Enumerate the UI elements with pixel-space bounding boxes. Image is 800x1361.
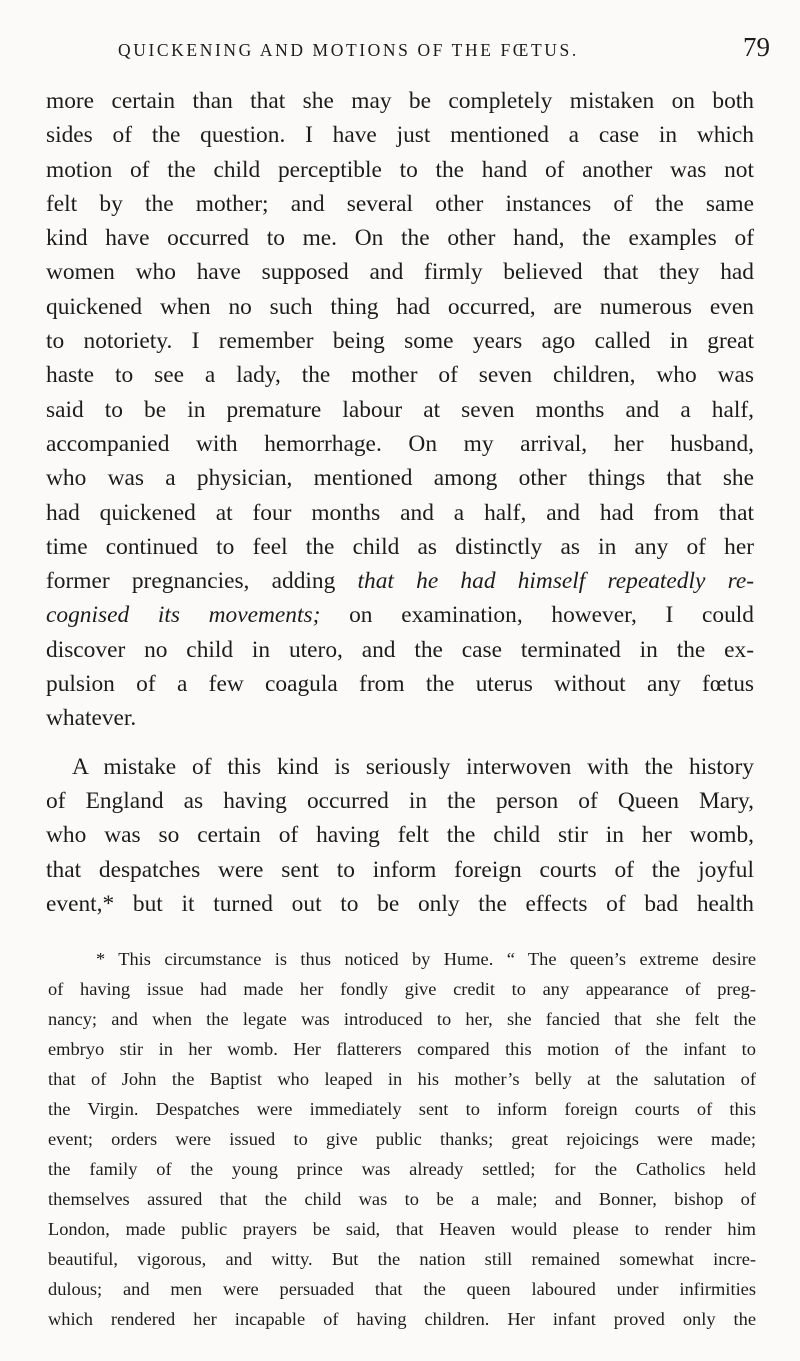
paragraph-gap — [46, 736, 754, 750]
running-head: QUICKENING AND MOTIONS OF THE FŒTUS. — [118, 40, 579, 60]
paragraph-2 — [46, 750, 754, 921]
footnote-line: nancy; and when the legate was introduced to her, she fancied that she felt the — [48, 1009, 756, 1029]
text-line-mixed — [46, 598, 754, 632]
footnote-line: dulous; and men were persuaded that the queen laboured under infirmities — [48, 1279, 756, 1299]
text-line: who was a physician, mentioned among other things that she — [46, 465, 754, 492]
text-line-mixed — [46, 564, 754, 598]
text-line: felt by the mother; and several other instances of the same — [46, 190, 754, 217]
text-line: A mistake of this kind is seriously interwoven with the history — [72, 753, 754, 780]
footnote-line: beautiful, vigorous, and witty. But the nation still remained somewhat incre- — [48, 1249, 756, 1269]
footnote-line: * This circumstance is thus noticed by Hume. “ The queen’s extreme desire — [96, 949, 756, 969]
text-line: had quickened at four months and a half, and had from that — [46, 499, 754, 526]
paragraph-1 — [46, 84, 754, 736]
text-line: haste to see a lady, the mother of seven children, who was — [46, 362, 754, 389]
text-line: kind have occurred to me. On the other hand, the examples of — [46, 225, 754, 252]
body-text — [46, 84, 754, 921]
text-line: quickened when no such thing had occurred, are numerous even — [46, 293, 754, 320]
text-line: time continued to feel the child as distinctly as in any of her — [46, 533, 754, 560]
footnote-line: the Virgin. Despatches were immediately sent to inform foreign courts of this — [48, 1099, 756, 1119]
footnote-line: event; orders were issued to give public thanks; great rejoicings were made; — [48, 1129, 756, 1149]
page-header — [118, 30, 770, 70]
footnote-line: of having issue had made her fondly give credit to any appearance of preg- — [48, 979, 756, 999]
text-line: said to be in premature labour at seven months and a half, — [46, 396, 754, 423]
text-line: of England as having occurred in the person of Queen Mary, — [46, 787, 754, 814]
text-line: that despatches were sent to inform foreign courts of the joyful — [46, 856, 754, 883]
italic-segment: cognised its movements; — [46, 602, 321, 629]
text-line: who was so certain of having felt the child stir in her womb, — [46, 822, 754, 849]
text-line: discover no child in utero, and the case terminated in the ex- — [46, 636, 754, 663]
text-segment: on examination, however, I could — [320, 602, 755, 629]
footnote-line: which rendered her incapable of having children. Her infant proved only the — [48, 1309, 756, 1329]
text-line: more certain than that she may be completely mistaken on both — [46, 88, 754, 114]
text-line: pulsion of a few coagula from the uterus without any fœtus — [46, 671, 754, 698]
footnote-line: the family of the young prince was already settled; for the Catholics held — [48, 1159, 756, 1179]
footnote-line: embryo stir in her womb. Her flatterers compared this motion of the infant to — [48, 1039, 756, 1059]
text-line: whatever. — [46, 705, 137, 732]
italic-segment: that he had himself repeatedly re- — [357, 568, 754, 595]
text-line: women who have supposed and firmly believed that they had — [46, 259, 754, 286]
text-line: accompanied with hemorrhage. On my arrival, her husband, — [46, 430, 754, 457]
text-line: motion of the child perceptible to the hand of another was not — [46, 156, 754, 183]
footnote — [48, 944, 756, 1334]
footnote-line: London, made public prayers be said, that Heaven would please to render him — [48, 1219, 756, 1239]
text-line: event,* but it turned out to be only the effects of bad health — [46, 890, 754, 917]
page-number: 79 — [743, 32, 770, 62]
text-line: to notoriety. I remember being some years ago called in great — [46, 328, 754, 355]
text-line: sides of the question. I have just mentioned a case in which — [46, 122, 754, 149]
footnote-line: themselves assured that the child was to be a male; and Bonner, bishop of — [48, 1189, 756, 1209]
text-segment: former pregnancies, adding — [46, 568, 358, 595]
footnote-line: that of John the Baptist who leaped in his mother’s belly at the salutation of — [48, 1069, 756, 1089]
